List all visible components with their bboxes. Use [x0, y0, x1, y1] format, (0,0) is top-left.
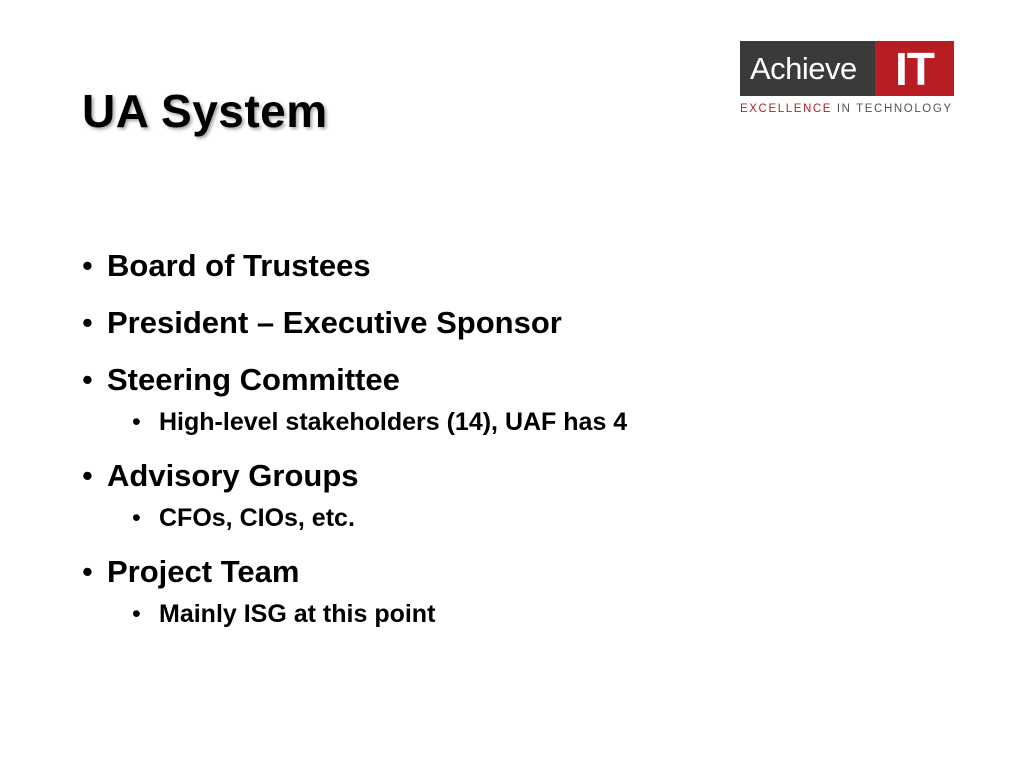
- sub-bullet-item: [82, 405, 962, 439]
- bullet-item: [82, 244, 962, 288]
- logo-achieve-text: Achieve: [740, 41, 875, 96]
- bullet-text: Advisory Groups: [107, 458, 359, 493]
- logo-it-text: IT: [875, 41, 954, 96]
- bullet-dot-icon: •: [82, 458, 93, 493]
- bullet-dot-icon: •: [82, 305, 93, 340]
- bullet-dot-icon: •: [82, 362, 93, 397]
- bullet-text: Board of Trustees: [107, 248, 371, 283]
- bullet-item: [82, 301, 962, 345]
- bullet-dot-icon: •: [132, 600, 141, 628]
- bullet-item: [82, 454, 962, 498]
- sub-bullet-item: [82, 501, 962, 535]
- sub-bullet-text: CFOs, CIOs, etc.: [159, 504, 355, 532]
- logo-tagline-excellence: XCELLENCE: [749, 103, 833, 115]
- logo-tagline: [740, 102, 954, 116]
- logo-tagline-initial: E: [740, 103, 750, 115]
- bullet-dot-icon: •: [132, 408, 141, 436]
- sub-bullet-text: Mainly ISG at this point: [159, 600, 436, 628]
- bullet-text: Project Team: [107, 554, 300, 589]
- sub-bullet-text: High-level stakeholders (14), UAF has 4: [159, 408, 628, 436]
- bullet-item: [82, 550, 962, 594]
- bullet-item: [82, 358, 962, 402]
- slide-title: UA System: [82, 85, 328, 137]
- achieveit-logo: [740, 41, 954, 121]
- logo-tagline-in-technology: IN TECHNOLOGY: [832, 103, 953, 115]
- bullet-list: [82, 244, 962, 646]
- bullet-text: President – Executive Sponsor: [107, 305, 562, 340]
- bullet-dot-icon: •: [132, 504, 141, 532]
- sub-bullet-item: [82, 597, 962, 631]
- bullet-dot-icon: •: [82, 248, 93, 283]
- logo-wordmark: [740, 41, 954, 96]
- bullet-text: Steering Committee: [107, 362, 400, 397]
- bullet-dot-icon: •: [82, 554, 93, 589]
